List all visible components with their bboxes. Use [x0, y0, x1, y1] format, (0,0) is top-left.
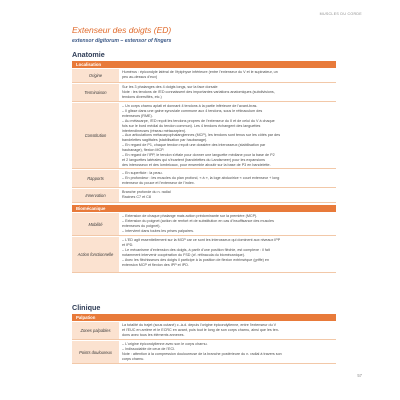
row-label: Innervation [72, 189, 119, 202]
row-action-fonctionnelle [72, 237, 336, 273]
row-content [122, 70, 334, 80]
row-label: Zones palpables [72, 322, 119, 339]
row-line: – L'ED agit essentiellement sur la MCP car ce sont les interosseux qui dominent aux niveaux IPP [122, 238, 281, 242]
row-content [122, 342, 334, 362]
page-number: 57 [357, 373, 362, 378]
row-line: des interosseux et des lombricaux, pour ensemble aboutir sur la base de P3 en bandelette. [122, 162, 271, 167]
row-terminaison [72, 84, 336, 102]
row-line: Note : les tendons de l'ED connaissent des importantes variations anatomiques (subdivisions, [122, 89, 275, 94]
row-content [122, 85, 334, 100]
row-points-douloureux [72, 341, 336, 364]
row-content [122, 190, 334, 200]
row-label: Mobilité [72, 213, 119, 235]
row-line: – En superficie : la peau. [122, 171, 163, 175]
bar-palpation: Palpation [72, 314, 336, 321]
row-line: dons avec tous les éléments annexes. [122, 332, 185, 337]
row-line: extenseur du pouce et l'extenseur de l'index. [122, 180, 195, 185]
page-title: Extenseur des doigts (ED) [72, 25, 172, 35]
row-line: – L'origine épicondylienne avec son le corps charnu. [122, 342, 208, 346]
row-line: bandelettes sagittales (stabilisation par haubanage). [122, 138, 208, 143]
row-line: La totalité du trajet (sous cutané) c.-à-d. depuis l'origine épicondylienne, entre l'extenseur du V [122, 323, 277, 327]
row-line: – Intervient dans toutes les prises palpaires. [122, 228, 194, 233]
row-line: – Aux articulations métacarpophalangiennes (MCP), les tendons sont tenus sur les côtés par des [122, 133, 281, 138]
row-line: et l'EUC en arrière et le ECRC en avant, puis tout le long de son corps charnu, ainsi que les ten- [122, 327, 280, 332]
section-heading-clinique: Clinique [72, 303, 101, 312]
row-line: – Extension du poignet (action de renfort et de substitution en cas d'insuffisance des muscles [122, 218, 274, 223]
row-line: extenseurs (RME). [122, 113, 153, 118]
row-line: – Au métacarpe, l'ED reçoit les tendons propres de l'extenseur du II et de celui du V à chaque [122, 118, 275, 123]
row-line: Branche profonde du n. radial [122, 190, 171, 194]
page-subtitle: extensor digitorum – extensor of fingers [72, 38, 172, 44]
row-constitution [72, 103, 336, 169]
row-rapports [72, 170, 336, 188]
row-zones-palpables [72, 322, 336, 340]
row-line: – Un corps charnu aplati et donnant 4 tendons à la partie inférieure de l'avant-bras. [122, 104, 258, 108]
row-line: extenseurs du poignet). [122, 223, 161, 228]
row-label: Rapports [72, 170, 119, 187]
row-line: Racines C7 et C8 [122, 194, 151, 199]
row-line: Humérus : épicondyle latéral de l'épiphyse inférieure (entre l'extenseur du V et le supinateur, un [122, 70, 278, 74]
row-line: fois sur le bord médial du tendon commun). Les 4 tendons échangent des languettes [122, 123, 261, 128]
row-line: Sur les 3 phalanges des 4 doigts longs, sur la face dorsale [122, 85, 218, 89]
row-content [122, 214, 334, 234]
row-line: haubanage), flexion MCP. [122, 148, 165, 153]
row-origine [72, 69, 336, 83]
bar-biomecanique: Biomécanique [72, 205, 336, 212]
row-line: – En regard de l'IPP, le tendon s'étale pour donner une languette médiane pour la base de P2 [122, 153, 275, 158]
row-content [122, 238, 334, 267]
running-header: MUSCLES DU CORDE [319, 12, 362, 16]
row-line: – Il glisse dans une gaine synoviale commune aux 4 tendons, sous le rétinaculum des [122, 108, 263, 113]
row-line: – Avec les fléchisseurs des doigts il participe à la position de flexion extrinsèque (griffe) en [122, 257, 270, 262]
row-line: – En profondeur : les muscles du plan profond, « à », la loge abductrice « court extenseur + long [122, 175, 280, 180]
row-content [122, 104, 334, 168]
row-innervation [72, 189, 336, 203]
row-label: Points douloureux [72, 341, 119, 363]
bar-localisation: Localisation [72, 61, 336, 68]
row-line: notamment intervenir coopération du FSD (cf. rétinacula du biomécanique). [122, 252, 245, 257]
row-mobilite [72, 213, 336, 236]
row-line: corps charnu. [122, 356, 145, 361]
row-line: tendons diversifiés, etc.) [122, 94, 162, 99]
section-heading-anatomie: Anatomie [72, 50, 105, 59]
row-label: Terminaison [72, 84, 119, 101]
row-line: – En regard de P1, chaque tendon reçoit une dossière des interosseux (stabilisation par [122, 143, 266, 148]
row-line: – Extension de chaque phalange mais action prédominante sur la première (MCP). [122, 214, 258, 218]
row-line: et IPD. [122, 242, 134, 247]
row-line: – Indissociable de ceux de l'ECI. [122, 346, 176, 351]
row-line: Note : attention à la compression douloureuse de la branche postérieure du n. radial à travers son [122, 351, 282, 356]
row-label: Constitution [72, 103, 119, 168]
row-line: intertendineuses (réseau métacarpien). [122, 128, 187, 133]
row-label: Action fonctionnelle [72, 237, 119, 272]
row-line: extension MCP et flexion des IPP et IPD. [122, 262, 189, 267]
row-content [122, 171, 334, 186]
row-line: peu au-dessus d'eux) [122, 74, 158, 79]
row-content [122, 323, 334, 338]
row-label: Origine [72, 69, 119, 82]
row-line: – Le mécanisme d'extension des doigts, à partir d'une position fléchie, est complexe : il fait [122, 247, 270, 252]
row-line: et 2 languettes latérales qui s'écartent (bandelettes du Landsmeer) pour les expansions [122, 157, 265, 162]
